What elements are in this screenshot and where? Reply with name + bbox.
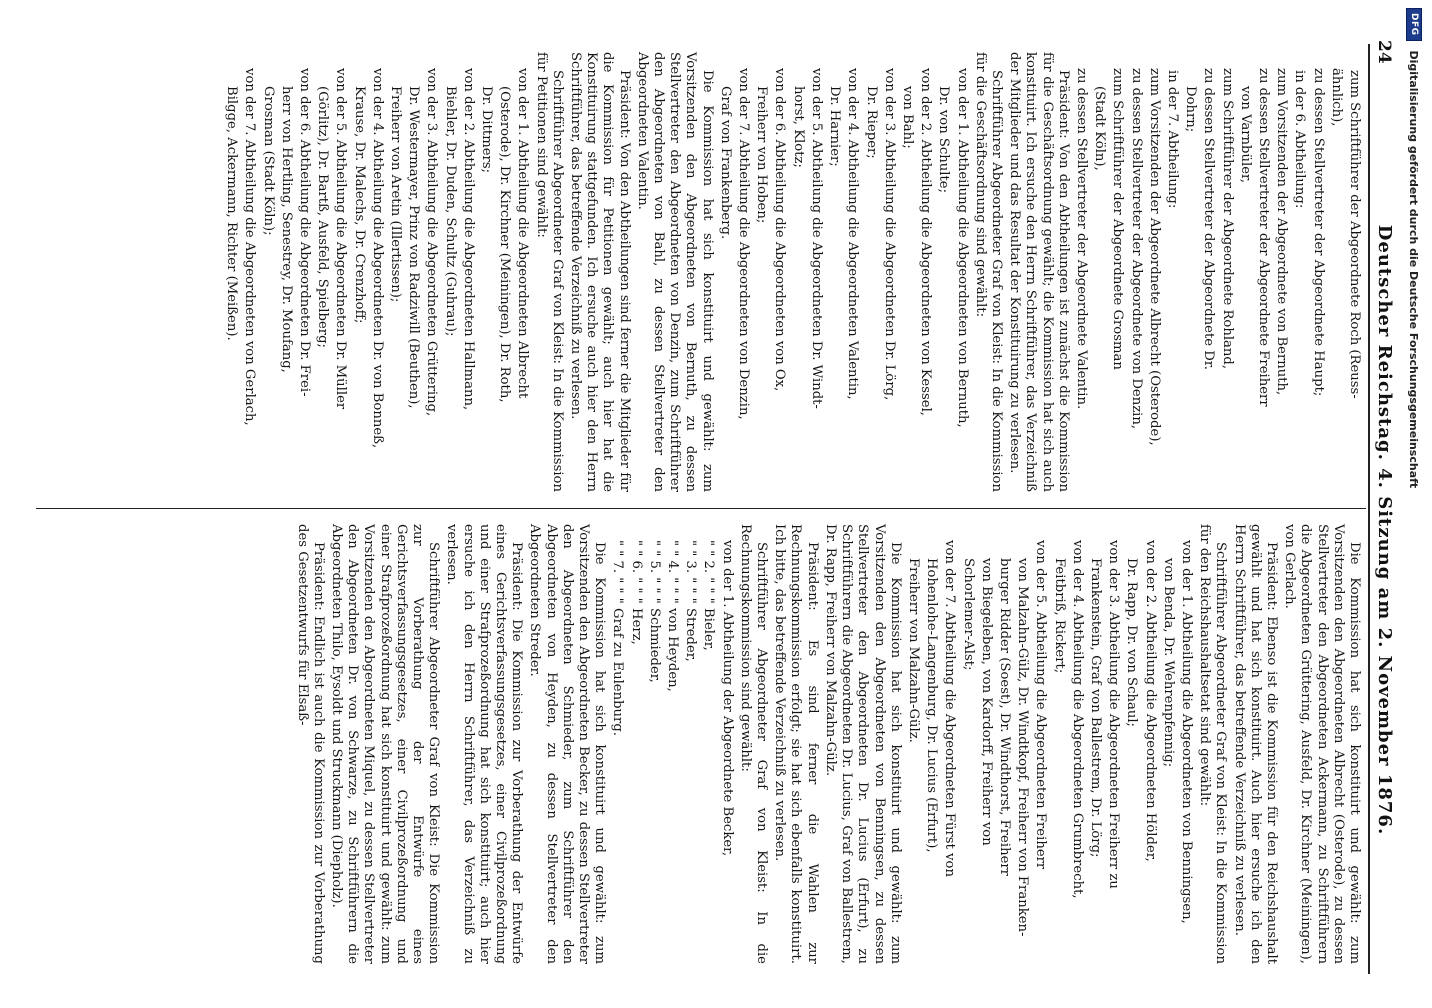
text-line: " " 7. " " " Graf zu Eulenburg.: [610, 540, 626, 736]
text-line: Biehler, Dr. Duden, Schultz (Guhrau);: [442, 86, 458, 337]
text-line: in der 7. Abtheilung:: [1164, 70, 1180, 209]
text-line: zum Schriftführer der Abgeordnete Grosman: [1110, 68, 1126, 370]
text-line: zu dessen Stellvertreter der Abgeordnete Dr.: [1201, 68, 1217, 370]
page-number: 24: [1374, 40, 1394, 64]
text-line: von der 7. Abtheilung die Abgeordneten Fürst von: [942, 540, 958, 877]
text-line: Die Kommission hat sich konstituirt und gewählt: zum Vorsitzenden den Abgeordneten Albrecht (Osterode), zu dessen Stellvertreter den Abgeordneten Ackermann, zu Schriftführern die Abgeordneten Grüttering, Ausfeld, Dr. Kirchner (Meiningen), von Gerlach.: [1282, 524, 1362, 964]
text-line: Schorlemer-Alst;: [960, 558, 976, 671]
text-line: horst, Klotz;: [790, 86, 806, 168]
page-header: [1374, 40, 1404, 980]
text-line: zum Schriftführer der Abgeordnete Rohland,: [1219, 68, 1235, 370]
text-line: Die Kommission hat sich konstituirt und gewählt: zum Vorsitzenden den Abgeordneten von Bernuth, zu dessen Stellvertreter den Abgeordneten von Denzin, zum Schriftführer den Abgeordneten von Bahl, zu dessen Stellvertreter den Abgeordneten Valentin.: [634, 52, 715, 492]
text-line: Krause, Dr. Malechs, Dr. Crenzhoff;: [351, 86, 367, 324]
text-line: zum Vorsitzenden der Abgeordnete Albrecht (Osterode),: [1146, 68, 1162, 446]
text-line: von der 5. Abtheilung die Abgeordneten Dr. Windt-: [808, 68, 824, 409]
text-line: Feitbriß, Rickert;: [1051, 558, 1067, 674]
text-line: von der 1. Abtheilung der Abgeordnete Becker,: [719, 540, 735, 857]
text-line: " " 4. " " " von Heyden,: [665, 540, 681, 692]
text-line: Bilgge, Ackermann, Richter (Meißen).: [224, 86, 240, 341]
text-line: von Malzahn-Gülz, Dr. Windtkopf, Freiherr von Franken-: [1015, 558, 1031, 937]
text-line: " " 2. " " " Bieler,: [701, 540, 717, 651]
text-line: Dr. von Schulte;: [936, 86, 952, 194]
text-line: (Görlitz), Dr. Bartß, Ausfeld, Spielberg;: [315, 86, 331, 348]
text-line: von Bahl;: [899, 86, 915, 149]
column-divider: [36, 508, 1366, 509]
text-line: ähnlich),: [1328, 68, 1344, 127]
text-line: (Stadt Köln),: [1092, 86, 1108, 171]
running-title: Deutscher Reichstag. 4. Sitzung am 2. November 1876.: [1374, 224, 1395, 836]
left-column: [221, 52, 1362, 492]
text-line: von der 4. Abtheilung die Abgeordneten Valentin,: [845, 68, 861, 400]
text-line: von der 5. Abtheilung die Abgeordneten Freiherr: [1033, 540, 1049, 870]
text-line: von der 3. Abtheilung die Abgeordneten Freiherr zu: [1106, 540, 1122, 889]
text-line: " " 6. " " " Herz,: [628, 540, 644, 645]
text-line: zu dessen Stellvertreter der Abgeordnete Freiherr: [1255, 68, 1271, 407]
text-line: Freiherr von Malzahn-Gülz.: [905, 558, 921, 743]
text-line: von Benda, Dr. Wehrenpfennig;: [1160, 558, 1176, 768]
text-line: von der 4. Abtheilung die Abgeordneten Dr. von Bonneß,: [369, 68, 385, 449]
text-line: von der 2. Abtheilung die Abgeordneten von Kessel,: [918, 68, 934, 416]
text-line: " " 5. " " " Schmieder,: [646, 540, 662, 683]
text-line: Graf von Frankenberg.: [717, 86, 733, 240]
text-line: von der 2. Abtheilung die Abgeordneten Hölder,: [1142, 540, 1158, 862]
text-line: Dohrn;: [1183, 86, 1199, 133]
text-line: burger Ridder (Soest), Dr. Windthorst, Freiherr: [996, 558, 1012, 876]
text-line: von der 3. Abtheilung die Abgeordneten Grüttering,: [424, 68, 440, 417]
text-line: Präsident: Endlich ist auch die Kommission zur Vorberathung des Gesetzentwurfs für Elsaß-: [294, 524, 326, 964]
text-line: in der 6. Abtheilung:: [1292, 70, 1308, 209]
text-line: von der 1. Abtheilung die Abgeordneten von Benningsen,: [1178, 540, 1194, 924]
text-line: Präsident: Die Kommission zur Vorberathung der Entwürfe eines Gerichtsverfassungsgesetzes, einer Civilprozeßordnung und einer Strafprozeßordnung hat sich konstituirt; auch hier ersuche ich den Herrn Schriftführer, das Verzeichniß zu verlesen.: [444, 524, 525, 964]
text-line: herr von Hertling, Senestrey, Dr. Moufang,: [278, 86, 294, 373]
text-line: Präsident: Ebenso ist die Kommission für den Reichshaushalt gewählt und hat sich konstituirt. Auch hier ersuche ich den Herrn Schriftführer, das betreffende Verzeichniß zu verlesen.: [1231, 524, 1279, 964]
text-line: von der 5. Abtheilung die Abgeordneten Dr. Müller: [333, 68, 349, 410]
text-line: von Varnbüler,: [1237, 86, 1253, 184]
text-line: " " 3. " " " Streder,: [683, 540, 699, 662]
text-line: von der 4. Abtheilung die Abgeordneten Grumbrecht,: [1069, 540, 1085, 899]
text-line: von der 7. Abtheilung die Abgeordneten von Denzin,: [736, 68, 752, 420]
text-line: von der 3. Abtheilung die Abgeordneten Dr. Lörg,: [881, 68, 897, 401]
text-line: Frankenstein, Graf von Ballestrem, Dr. Lörg;: [1087, 558, 1103, 858]
text-line: zu dessen Stellvertreter der Abgeordnete Valentin.: [1073, 68, 1089, 410]
dfg-logo: DFG: [1406, 8, 1422, 41]
digitization-note: Digitalisierung gefördert durch die Deutsche Forschungsgemeinschaft: [1407, 50, 1421, 489]
text-line: Die Kommission hat sich konstituirt und gewählt: zum Vorsitzenden den Abgeordneten von Benningsen, zu dessen Stellvertreter den Abgeordneten Dr. Lucius (Erfurt), zu Schriftführern die Abgeordneten Dr. Lucius, Graf von Ballestrem, Dr. Rapp, Freiherr von Malzahn-Gülz.: [822, 524, 903, 964]
text-line: von der 1. Abtheilung die Abgeordneten Albrecht: [515, 68, 531, 399]
right-column: [291, 524, 1362, 964]
header-rule: [1368, 44, 1370, 974]
text-line: von Biegeleben, von Kardorff, Freiherr von: [978, 558, 994, 846]
text-line: Grosman (Stadt Köln);: [260, 86, 276, 236]
text-line: von der 7. Abtheilung die Abgeordneten von Gerlach,: [242, 68, 258, 426]
text-line: Dr. Westermayer, Prinz von Radziwill (Beuthen),: [406, 86, 422, 409]
text-line: Dr. Rieper;: [863, 86, 879, 159]
text-line: von der 6. Abtheilung die Abgeordneten Dr. Frei-: [297, 68, 313, 397]
text-line: (Osterode), Dr. Kirchner (Meiningen), Dr. Roth,: [497, 86, 513, 403]
text-line: zum Schriftführer der Abgeordnete Roch (Reuss-: [1347, 70, 1362, 399]
text-line: Dr. Rapp, Dr. von Schaul;: [1124, 558, 1140, 727]
text-line: zum Vorsitzenden der Abgeordnete von Bernuth,: [1274, 68, 1290, 396]
text-line: Dr. Dittmers;: [479, 86, 495, 174]
text-line: Schriftführer Abgeordneter Graf von Kleist: Die Kommission zur Vorberathung der Entwürfe eines Gerichtsverfassungsgesetzes, einer Civilprozeßordnung und einer Strafprozeßordnung hat sich konstituirt und gewählt: zum Vorsitzenden den Abgeordneten Miquel, zu dessen Stellvertreter den Abgeordneten Dr. von Schwarze, zu Schriftführern die Abgeordneten Thilo, Eysoldt und Struckmann (Diepholz).: [329, 524, 442, 964]
text-line: Schriftführer Abgeordneter Graf von Kleist: In die Rechnungskommission sind gewählt:: [737, 524, 770, 964]
text-line: Schriftführer Abgeordneter Graf von Kleist: In die Kommission für die Geschäftsordnung sind gewählt:: [972, 52, 1004, 492]
text-line: Die Kommission hat sich konstituirt und gewählt: zum Vorsitzenden den Abgeordneten Becker, zu dessen Stellvertreter den Abgeordneten Schmieder, zum Schriftführer den Abgeordneten von Heyden, zu dessen Stellvertreter den Abgeordneten Streder.: [527, 524, 608, 964]
text-line: von der 1. Abtheilung die Abgeordneten von Bernuth,: [954, 68, 970, 428]
text-line: von der 6. Abtheilung die Abgeordneten von Ox,: [772, 68, 788, 392]
text-line: zu dessen Stellvertreter der Abgeordnete von Denzin,: [1128, 68, 1144, 430]
text-line: von der 2. Abtheilung die Abgeordneten Hallmann,: [460, 68, 476, 411]
text-line: Präsident: Von den Abtheilungen sind ferner die Mitglieder für die Kommission für Petitionen gewählt; auch hier hat die Konstituirung stattgefunden. Ich ersuche auch hier den Herrn Schriftführer, das betreffende Verzeichniß zu verlesen.: [568, 52, 632, 492]
text-line: Schriftführer Abgeordneter Graf von Kleist: In die Kommission für den Reichshaushaltsetat sind gewählt:: [1197, 524, 1229, 964]
text-line: Dr. Harnier;: [827, 86, 843, 167]
text-line: Freiherr von Hoben;: [754, 86, 770, 224]
text-line: Schriftführer Abgeordneter Graf von Kleist: In die Kommission für Petitionen sind gewählt:: [533, 52, 565, 492]
text-line: Präsident: Von den Abtheilungen ist zunächst die Kommission für die Geschäftsordnung gewählt; die Kommission hat sich auch konstituirt. Ich ersuche den Herrn Schriftführer, das Verzeichniß der Mitglieder und das Resultat der Konstituirung zu verlesen.: [1007, 52, 1071, 492]
text-line: Hohenlohe-Langenburg, Dr. Lucius (Erfurt),: [924, 558, 940, 853]
text-line: Freiherr von Aretin (Illertissen);: [388, 86, 404, 303]
text-line: Präsident: Es sind ferner die Wahlen zur Rechnungskommission erfolgt; sie hat sich ebenfalls konstituirt. Ich bitte, das betreffende Verzeichniß zu verlesen.: [772, 524, 820, 964]
text-line: zu dessen Stellvertreter der Abgeordnete Haupt;: [1310, 68, 1326, 397]
